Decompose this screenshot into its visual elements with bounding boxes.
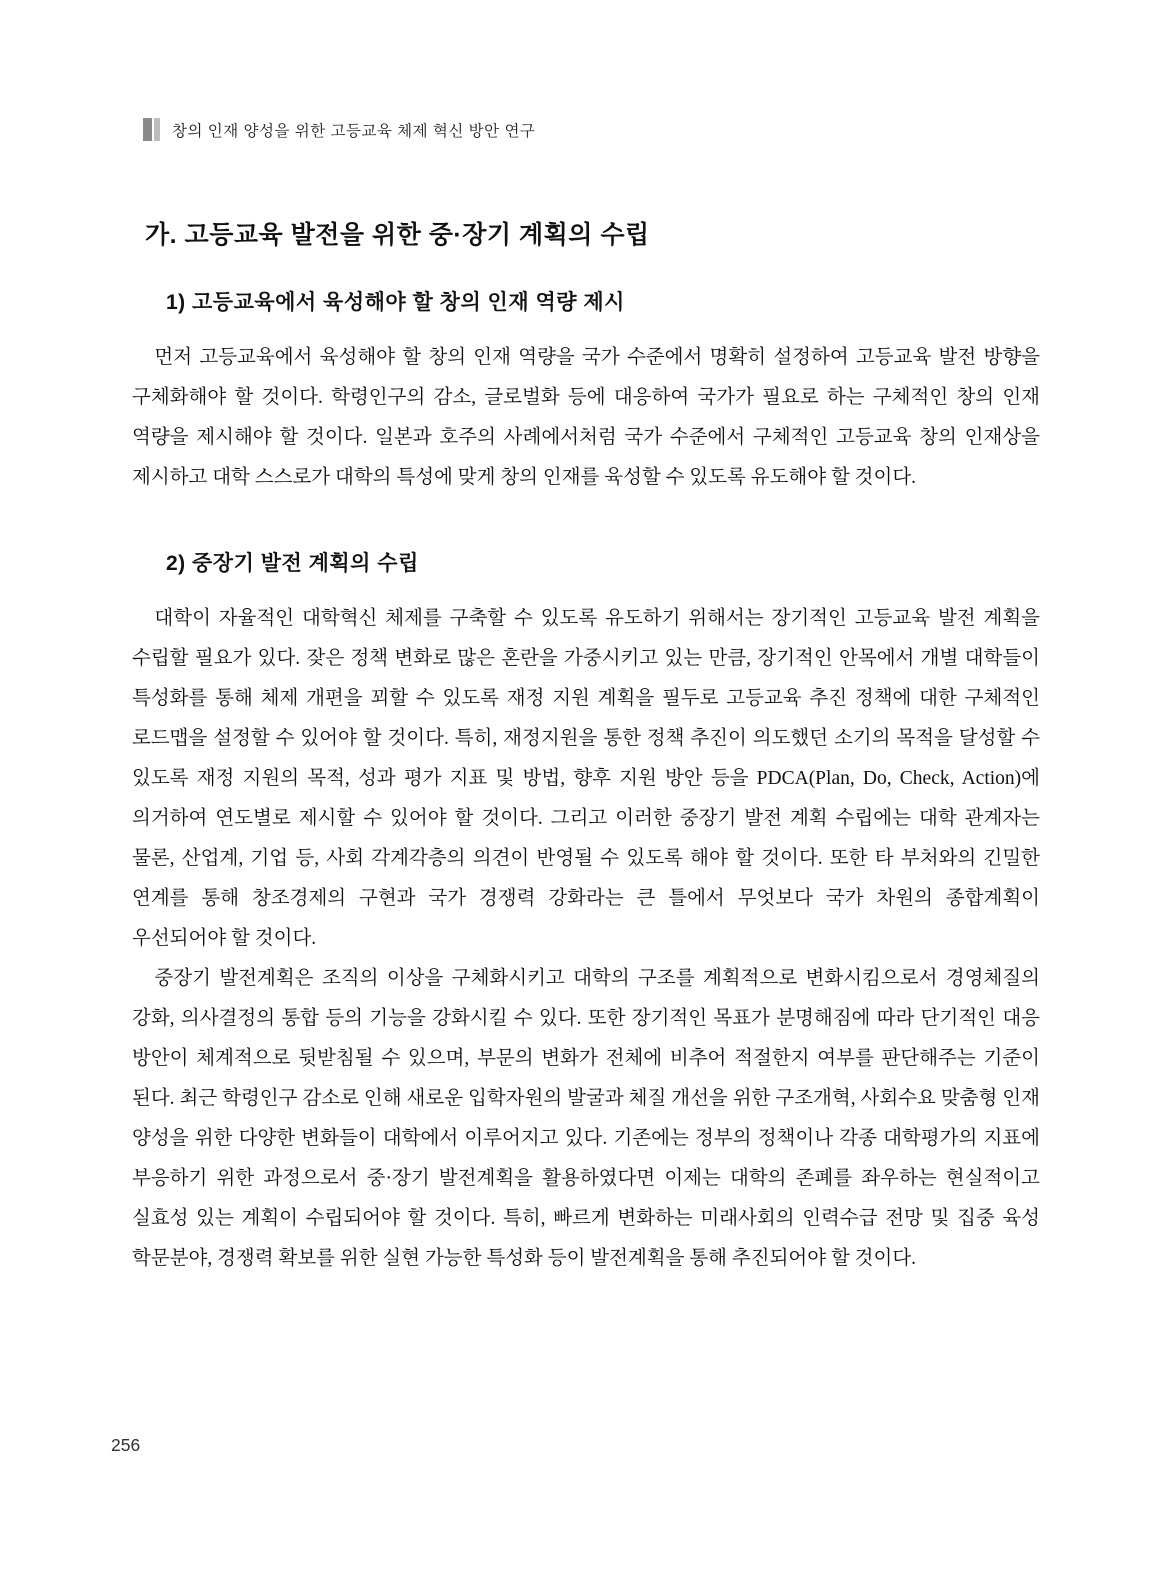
- subsection-2-paragraph-1: 대학이 자율적인 대학혁신 체제를 구축할 수 있도록 유도하기 위해서는 장기적인 고등교육 발전 계획을 수립할 필요가 있다. 잦은 정책 변화로 많은 혼란을 가중시키고 있는 만큼, 장기적인 안목에서 개별 대학들이 특성화를 통해 체제 개편을 꾀할 수 있도록 재정 지원 계획을 필두로 고등교육 추진 정책에 대한 구체적인 로드맵을 설정할 수 있어야 할 것이다. 특히, 재정지원을 통한 정책 추진이 의도했던 소기의 목적을 달성할 수 있도록 재정 지원의 목적, 성과 평가 지표 및 방법, 향후 지원 방안 등을 PDCA(Plan, Do, Check, Action)에 의거하여 연도별로 제시할 수 있어야 할 것이다. 그리고 이러한 중장기 발전 계획 수립에는 대학 관계자는 물론, 산업계, 기업 등, 사회 각계각층의 의견이 반영될 수 있도록 해야 할 것이다. 또한 타 부처와의 긴밀한 연계를 통해 창조경제의 구현과 국가 경쟁력 강화라는 큰 틀에서 무엇보다 국가 차원의 종합계획이 우선되어야 할 것이다.: [132, 608, 1040, 949]
- page-number: 256: [111, 1435, 141, 1455]
- section-heading: 가. 고등교육 발전을 위한 중·장기 계획의 수립: [145, 221, 650, 249]
- header-marker-bar-light: [154, 118, 160, 141]
- header-marker-bar-dark: [143, 118, 152, 141]
- running-header: [143, 117, 535, 141]
- header-marker-icon: [143, 118, 160, 141]
- subsection-2-heading: 2) 중장기 발전 계획의 수립: [166, 552, 419, 575]
- subsection-1-paragraph-1: 먼저 고등교육에서 육성해야 할 창의 인재 역량을 국가 수준에서 명확히 설정하여 고등교육 발전 방향을 구체화해야 할 것이다. 학령인구의 감소, 글로벌화 등에 대응하여 국가가 필요로 하는 구체적인 창의 인재 역량을 제시해야 할 것이다. 일본과 호주의 사례에서처럼 국가 수준에서 구체적인 고등교육 창의 인재상을 제시하고 대학 스스로가 대학의 특성에 맞게 창의 인재를 육성할 수 있도록 유도해야 할 것이다.: [132, 347, 1040, 488]
- subsection-2-paragraph-2: 중장기 발전계획은 조직의 이상을 구체화시키고 대학의 구조를 계획적으로 변화시킴으로서 경영체질의 강화, 의사결정의 통합 등의 기능을 강화시킬 수 있다. 또한 장기적인 목표가 분명해짐에 따라 단기적인 대응 방안이 체계적으로 뒷받침될 수 있으며, 부문의 변화가 전체에 비추어 적절한지 여부를 판단해주는 기준이 된다. 최근 학령인구 감소로 인해 새로운 입학자원의 발굴과 체질 개선을 위한 구조개혁, 사회수요 맞춤형 인재 양성을 위한 다양한 변화들이 대학에서 이루어지고 있다. 기존에는 정부의 정책이나 각종 대학평가의 지표에 부응하기 위한 과정으로서 중·장기 발전계획을 활용하였다면 이제는 대학의 존폐를 좌우하는 현실적이고 실효성 있는 계획이 수립되어야 할 것이다. 특히, 빠르게 변화하는 미래사회의 인력수급 전망 및 집중 육성 학문분야, 경쟁력 확보를 위한 실현 가능한 특성화 등이 발전계획을 통해 추진되어야 할 것이다.: [132, 968, 1040, 1269]
- header-title: 창의 인재 양성을 위한 고등교육 체제 혁신 방안 연구: [172, 123, 536, 140]
- content-column: [132, 212, 1040, 1279]
- subsection-1-heading: 1) 고등교육에서 육성해야 할 창의 인재 역량 제시: [166, 291, 625, 314]
